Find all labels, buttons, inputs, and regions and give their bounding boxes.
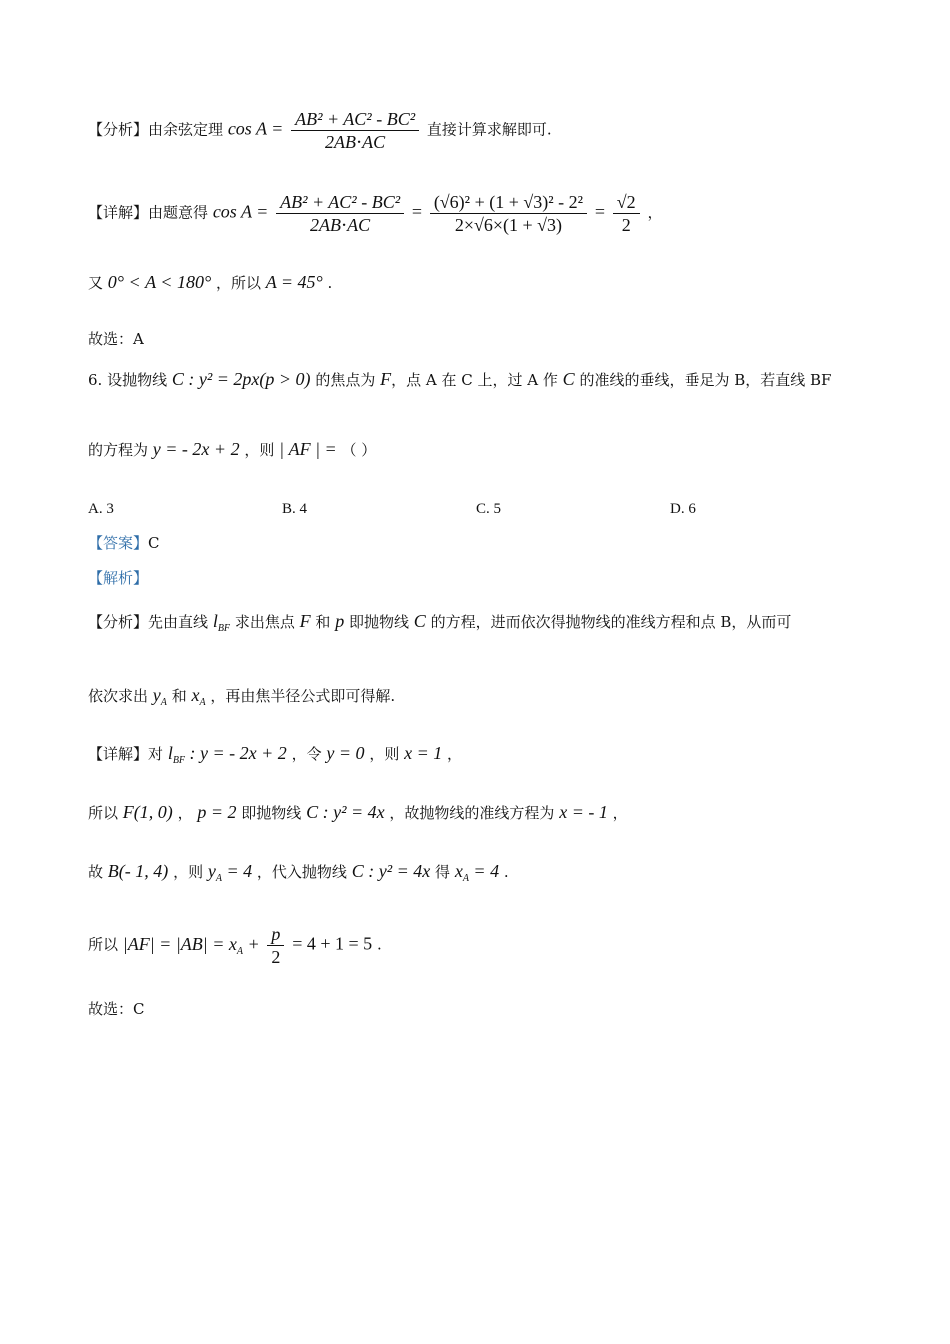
y-zero: y = 0 xyxy=(326,743,365,763)
text: 所以 xyxy=(88,804,119,822)
fraction-denominator: 2×√6×(1 + √3) xyxy=(454,215,563,235)
analysis-text: 的方程，进而依次得抛物线的准线方程和点 B，从而可 xyxy=(430,613,792,631)
fraction-denominator: 2 xyxy=(621,215,631,235)
angle-range: 0° < A < 180° xyxy=(107,272,212,292)
ya-value: $y_A = 4$ xyxy=(207,861,253,884)
x-one: x = 1 xyxy=(404,743,443,763)
focus-line xyxy=(88,803,628,821)
choice-d: D. 6 xyxy=(670,501,696,517)
detail-label: 【详解】 xyxy=(88,745,149,763)
text: . xyxy=(376,935,382,954)
text: 得 xyxy=(435,863,451,881)
line-equation: y = - 2x + 2 xyxy=(152,439,240,459)
analysis-text-tail: 直接计算求解即可. xyxy=(426,120,552,139)
fraction-denominator: 2AB⋅AC xyxy=(325,132,386,152)
analysis-label: 【分析】 xyxy=(88,613,149,631)
fraction-numerator: AB² + AC² - BC² xyxy=(291,110,419,131)
question-text: ，则 xyxy=(244,441,275,459)
text: 所以 xyxy=(88,935,119,954)
detail-line-q5 xyxy=(88,193,662,234)
equals-sign: = xyxy=(594,201,605,222)
analysis-label: 【分析】 xyxy=(88,120,149,139)
angle-value: A = 45° xyxy=(265,272,323,292)
analysis-text: 求出焦点 xyxy=(234,613,295,631)
range-text-3: . xyxy=(327,274,333,292)
detail-tail: ， xyxy=(647,203,663,222)
range-line xyxy=(88,273,332,291)
af-expression: $|AF| = |AB| = x_A$ + xyxy=(122,933,260,957)
parabola-equation: C : y² = 4x xyxy=(351,861,431,881)
fraction-denominator: 2 xyxy=(271,947,281,967)
focus-symbol: F xyxy=(380,369,392,389)
fraction-numerator: √2 xyxy=(613,193,640,214)
range-text: 又 xyxy=(88,274,104,292)
analysis-text: 和 xyxy=(171,687,187,705)
focus-symbol: F xyxy=(299,611,311,631)
point-b: B(- 1, 4) xyxy=(107,861,169,881)
answer-value: C xyxy=(148,534,160,552)
xa-value: $x_A = 4$ xyxy=(454,861,500,884)
text: ，代入抛物线 xyxy=(256,863,347,881)
detail-text: ，令 xyxy=(291,745,322,763)
result-fraction xyxy=(613,193,640,234)
detail-text: ，则 xyxy=(369,745,400,763)
text: ，则 xyxy=(173,863,204,881)
cosine-fraction xyxy=(276,193,404,234)
ya-symbol: $y_A$ xyxy=(152,685,167,708)
choice-b: B. 4 xyxy=(282,501,308,517)
analysis-text: 由余弦定理 xyxy=(148,120,224,139)
p-symbol: p xyxy=(335,611,345,631)
parabola-equation: C : y² = 2px(p > 0) xyxy=(171,369,311,389)
text: ， xyxy=(612,804,628,822)
directrix-equation: x = - 1 xyxy=(559,802,608,822)
analysis-text: 和 xyxy=(315,613,331,631)
analysis-line-q5 xyxy=(88,110,552,151)
question-text: 6. 设抛物线 xyxy=(88,371,168,389)
detail-text: 由题意得 xyxy=(148,203,209,222)
focus-point: F(1, 0) xyxy=(122,802,173,822)
fraction-numerator: AB² + AC² - BC² xyxy=(276,193,404,214)
question-text: 的方程为 xyxy=(88,441,149,459)
equals-sign: = xyxy=(411,201,423,222)
analysis-text: ，再由焦半径公式即可得解. xyxy=(210,687,396,705)
jiexi-label: 【解析】 xyxy=(88,569,149,587)
af-line xyxy=(88,925,382,966)
point-b-line xyxy=(88,862,509,884)
choice-c: C. 5 xyxy=(476,501,502,517)
fraction-denominator: 2AB⋅AC xyxy=(310,215,371,235)
analysis-line-q6-2 xyxy=(88,686,395,708)
fraction-numerator: (√6)² + (1 + √3)² - 2² xyxy=(430,193,587,214)
detail-line-q6 xyxy=(88,744,462,766)
xa-symbol: $x_A$ xyxy=(191,685,206,708)
parabola-equation: C : y² = 4x xyxy=(306,802,385,822)
text: 即抛物线 xyxy=(241,804,302,822)
line-symbol: $l_{BF}$ xyxy=(212,611,231,634)
analysis-text: 依次求出 xyxy=(88,687,149,705)
detail-label: 【详解】 xyxy=(88,203,149,222)
question-6-line-2 xyxy=(88,440,376,458)
question-6-line-1 xyxy=(88,370,831,388)
distance-expression: | AF | = xyxy=(279,439,337,459)
choice-a: A. 3 xyxy=(88,501,114,517)
question-text: ，点 A 在 C 上，过 A 作 xyxy=(391,371,558,389)
range-text-2: ，所以 xyxy=(215,274,261,292)
cos-lhs: cos A = xyxy=(227,118,284,139)
analysis-line-q6-1 xyxy=(88,612,791,634)
p-value: p = 2 xyxy=(197,802,237,822)
answer-blank: （ ） xyxy=(341,441,377,459)
text: ，故抛物线的准线方程为 xyxy=(389,804,555,822)
fraction-numerator: p xyxy=(267,925,284,946)
curve-symbol: C xyxy=(413,611,426,631)
detail-text: 对 xyxy=(148,745,164,763)
answer-line xyxy=(88,536,160,551)
af-result: = 4 + 1 = 5 xyxy=(292,933,373,954)
numeric-fraction xyxy=(430,193,587,234)
p-half-fraction xyxy=(267,925,284,966)
curve-symbol: C xyxy=(562,369,575,389)
line-equation: $l_{BF}$ : y = - 2x + 2 xyxy=(167,743,287,766)
analysis-text: 先由直线 xyxy=(148,613,209,631)
question-text: 的准线的垂线，垂足为 B，若直线 BF xyxy=(579,371,832,389)
answer-label: 【答案】 xyxy=(88,534,149,552)
text: ， xyxy=(177,804,193,822)
cos-lhs: cos A = xyxy=(212,201,269,222)
choose-line-q5: 故选：A xyxy=(88,330,144,348)
detail-text: ， xyxy=(447,745,463,763)
analysis-text: 即抛物线 xyxy=(348,613,409,631)
text: 故 xyxy=(88,863,104,881)
choose-line-q6: 故选：C xyxy=(88,1000,145,1018)
text: . xyxy=(503,863,509,881)
question-text: 的焦点为 xyxy=(315,371,376,389)
cosine-law-fraction xyxy=(291,110,419,151)
